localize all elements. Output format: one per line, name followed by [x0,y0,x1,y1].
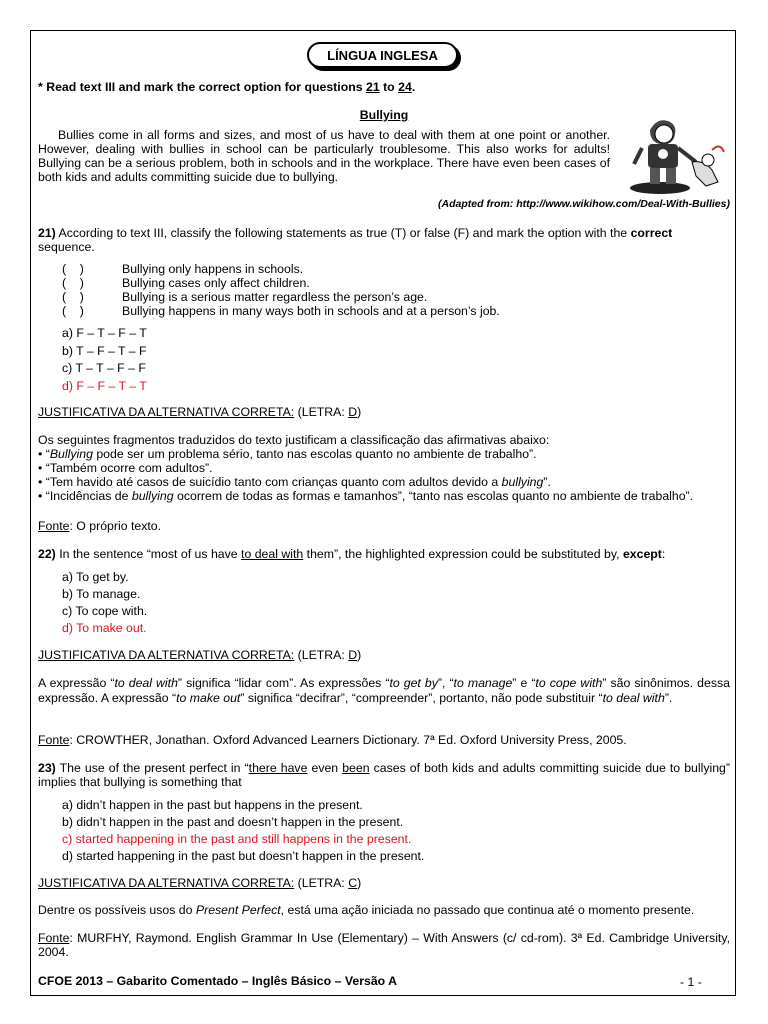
question-23-options [62,797,424,865]
statement: ( ) Bullying cases only affect children. [62,276,310,290]
question-21-statements [62,262,722,318]
instruction: * Read text III and mark the correct option for questions 21 to 24. [38,80,416,94]
page-number: - 1 - [680,975,702,989]
option-a[interactable]: a) F – T – F – T [62,326,147,340]
fonte-23: Fonte: MURFHY, Raymond. English Grammar In Use (Elementary) – With Answers (c/ cd-rom). 3ª Ed. Cambridge University, 2004. [38,931,730,959]
option-d-correct[interactable]: d) To make out. [62,621,147,635]
list-item: • “Bullying pode ser um problema sério, tanto nas escolas quanto no ambiente de trabalho”. [38,447,730,461]
statement: ( ) Bullying only happens in schools. [62,262,304,276]
statement: ( ) Bullying happens in many ways both in schools and at a person’s job. [62,304,500,318]
justification-23-label: JUSTIFICATIVA DA ALTERNATIVA CORRETA: (LETRA: C) [38,876,362,890]
text-source: (Adapted from: http://www.wikihow.com/Deal-With-Bullies) [438,198,730,210]
answer-blank[interactable]: ( ) [62,262,84,276]
justification-22-body: A expressão “to deal with” significa “lidar com”. As expressões “to get by”, “to manage” e “to cope with” são sinônimos. dessa expressão. A expressão “to make out” significa “decifrar”, “compreender”, portanto, não pode substituir “to deal with”. [38,676,730,705]
option-a[interactable]: a) didn’t happen in the past but happens in the present. [62,798,363,812]
list-item: • “Incidências de bullying ocorrem de todas as formas e tamanhos”, “tanto nas escolas quanto no ambiente de trabalho”. [38,489,730,503]
fonte-22: Fonte: CROWTHER, Jonathan. Oxford Advanced Learners Dictionary. 7ª Ed. Oxford University Press, 2005. [38,733,627,747]
footer-title: CFOE 2013 – Gabarito Comentado – Inglês Básico – Versão A [38,974,398,988]
question-22-stem: 22) In the sentence “most of us have to deal with them”, the highlighted expression could be substituted by, except: [38,547,666,561]
justification-22-label: JUSTIFICATIVA DA ALTERNATIVA CORRETA: (LETRA: D) [38,648,362,662]
text-title: Bullying [359,108,409,122]
statement: ( ) Bullying is a serious matter regardless the person’s age. [62,290,428,304]
list-item: • “Tem havido até casos de suicídio tanto com crianças quanto com adultos devido a bullying”. [38,475,730,489]
answer-blank[interactable]: ( ) [62,290,84,304]
text-paragraph: Bullies come in all forms and sizes, and most of us have to deal with them at one point or another. However, dealing with bullies in school can be particularly troublesome. This also works for adults! Bullying can be a serious problem, both in schools and in the workplace. There have even been cases of both kids and adults committing suicide due to bullying. [38,128,610,184]
option-c[interactable]: c) T – T – F – F [62,361,146,375]
option-d[interactable]: d) started happening in the past but doesn’t happen in the present. [62,849,425,863]
question-22-options [62,569,147,637]
option-d-correct[interactable]: d) F – F – T – T [62,378,147,393]
option-a[interactable]: a) To get by. [62,570,129,584]
list-item: • “Também ocorre com adultos”. [38,461,730,475]
justification-23-body: Dentre os possíveis usos do Present Perfect, está uma ação iniciada no passado que continua até o momento presente. [38,903,695,917]
bully-cartoon-illustration [620,112,730,198]
option-b[interactable]: b) didn’t happen in the past and doesn’t happen in the present. [62,815,404,829]
justification-21-label: JUSTIFICATIVA DA ALTERNATIVA CORRETA: (LETRA: D) [38,405,362,419]
question-21-stem: 21) According to text III, classify the following statements as true (T) or false (F) and mark the option with the correct sequence. [38,226,673,254]
answer-blank[interactable]: ( ) [62,276,84,290]
page-title: LÍNGUA INGLESA [307,42,458,68]
question-21-options [62,325,147,395]
fonte-21: Fonte: O próprio texto. [38,519,162,533]
question-23-stem: 23) The use of the present perfect in “there have even been cases of both kids and adults committing suicide due to bullying” implies that bullying is something that [38,761,730,789]
answer-blank[interactable]: ( ) [62,304,84,318]
option-c[interactable]: c) To cope with. [62,604,148,618]
option-b[interactable]: b) To manage. [62,587,141,601]
justification-21-body: Os seguintes fragmentos traduzidos do texto justificam a classificação das afirmativas abaixo: • “Bullying pode ser um problema sério, tanto nas escolas quanto no ambiente de trabalho”. • “Também ocorre com adultos”. • “Tem havido até casos de suicídio tanto com crianças quanto com adultos devido a bullying”. • “Incidências de bullying ocorrem de todas as formas e tamanhos”, “tanto nas escolas quanto no ambiente de trabalho”. [38,433,730,503]
option-b[interactable]: b) T – F – T – F [62,343,147,358]
option-c-correct[interactable]: c) started happening in the past and still happens in the present. [62,832,412,846]
